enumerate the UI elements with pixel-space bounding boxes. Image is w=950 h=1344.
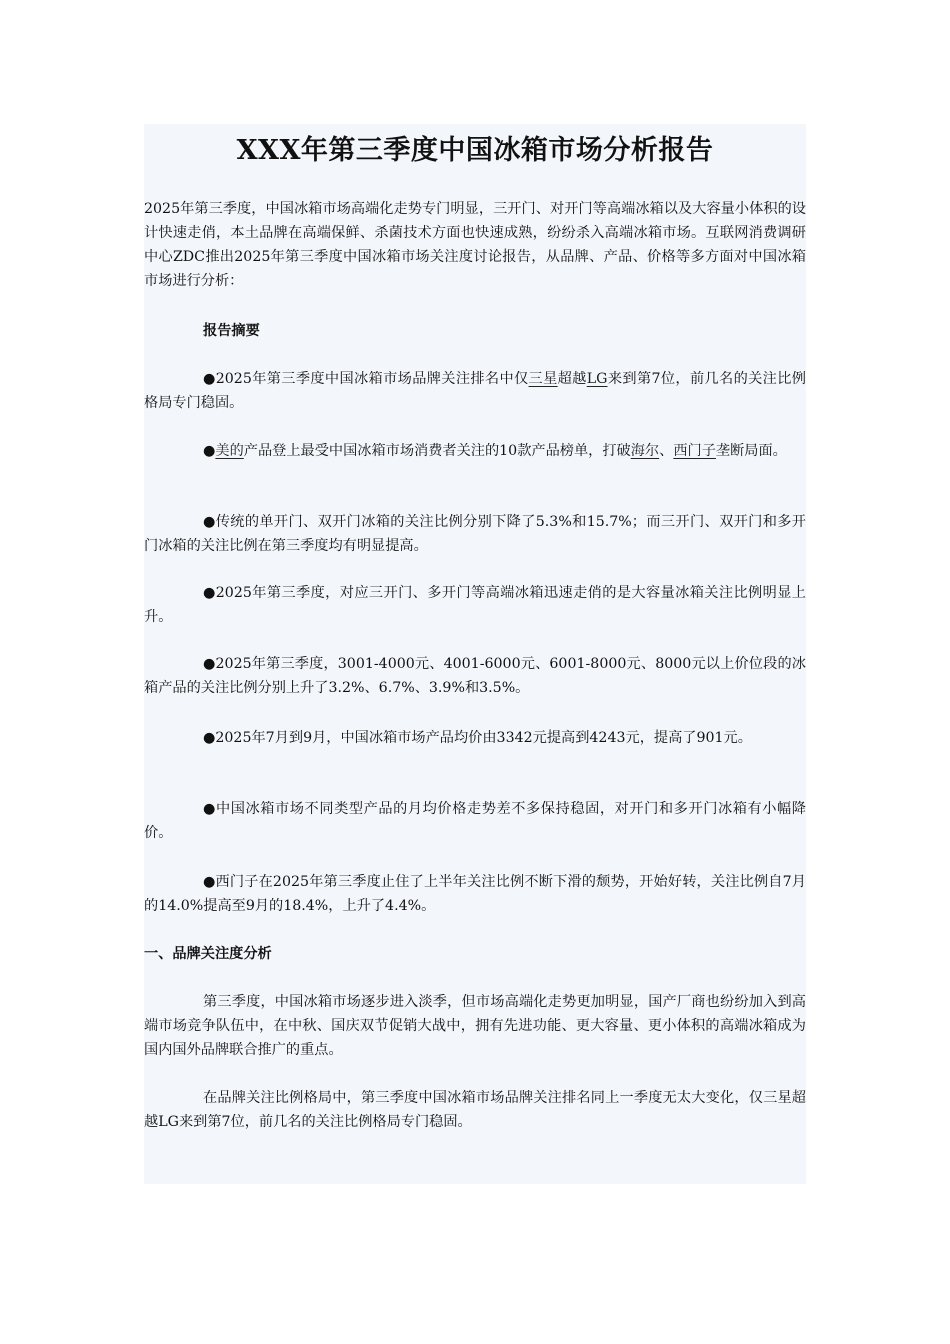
lg-link[interactable]: LG [586, 371, 608, 387]
bullet-text: 、 [659, 443, 674, 459]
document-page [144, 124, 806, 1184]
bullet-text: 产品登上最受中国冰箱市场消费者关注的10款产品榜单，打破 [243, 443, 631, 459]
bullet-text: 来到第7位，前几名的关注比例格局专门稳固。 [144, 371, 806, 411]
bullet-text: 超越 [557, 371, 587, 387]
bullet-text: ● [203, 443, 216, 459]
section1-paragraph-1: 第三季度，中国冰箱市场逐步进入淡季，但市场高端化走势更加明显，国产厂商也纷纷加入到高端市场竞争队伍中，在中秋、国庆双节促销大战中，拥有先进功能、更大容量、更小体积的高端冰箱成为国内国外品牌联合推广的重点。 [144, 994, 806, 1058]
summary-bullet-siemens: ●西门子在2025年第三季度止住了上半年关注比例不断下滑的颓势，开始好转，关注比例自7月的14.0%提高至9月的18.4%，上升了4.4%。 [144, 874, 806, 914]
summary-heading: 报告摘要 [203, 323, 260, 339]
section-heading-brand-attention: 一、品牌关注度分析 [144, 946, 272, 962]
samsung-link[interactable]: 三星 [528, 371, 558, 387]
summary-bullet-brand-ranking [144, 367, 806, 415]
haier-link[interactable]: 海尔 [630, 443, 660, 459]
summary-bullet-monthly-price: ●中国冰箱市场不同类型产品的月均价格走势差不多保持稳固，对开门和多开门冰箱有小幅降价。 [144, 801, 806, 841]
summary-bullet-door-types: ●传统的单开门、双开门冰箱的关注比例分别下降了5.3%和15.7%；而三开门、双开门和多开门冰箱的关注比例在第三季度均有明显提高。 [144, 514, 806, 554]
summary-bullet-price-segments: ●2025年第三季度，3001-4000元、4001-6000元、6001-8000元、8000元以上价位段的冰箱产品的关注比例分别上升了3.2%、6.7%、3.9%和3.5%。 [144, 656, 806, 696]
document-title: XXX年第三季度中国冰箱市场分析报告 [236, 135, 714, 166]
bullet-text: 垄断局面。 [715, 443, 787, 459]
section1-paragraph-2: 在品牌关注比例格局中，第三季度中国冰箱市场品牌关注排名同上一季度无太大变化，仅三星超越LG来到第7位，前几名的关注比例格局专门稳固。 [144, 1090, 806, 1130]
summary-bullet-capacity: ●2025年第三季度，对应三开门、多开门等高端冰箱迅速走俏的是大容量冰箱关注比例明显上升。 [144, 585, 806, 625]
midea-link[interactable]: 美的 [215, 443, 244, 459]
siemens-link[interactable]: 西门子 [673, 443, 716, 459]
intro-paragraph: 2025年第三季度，中国冰箱市场高端化走势专门明显，三开门、对开门等高端冰箱以及大容量小体积的设计快速走俏，本土品牌在高端保鲜、杀菌技术方面也快速成熟，纷纷杀入高端冰箱市场。互联网消费调研中心ZDC推出2025年第三季度中国冰箱市场关注度讨论报告，从品牌、产品、价格等多方面对中国冰箱市场进行分析： [144, 201, 806, 289]
summary-bullet-midea [144, 439, 806, 463]
summary-bullet-average-price: ●2025年7月到9月，中国冰箱市场产品均价由3342元提高到4243元，提高了901元。 [203, 730, 752, 746]
bullet-text: ●2025年第三季度中国冰箱市场品牌关注排名中仅 [203, 371, 529, 387]
